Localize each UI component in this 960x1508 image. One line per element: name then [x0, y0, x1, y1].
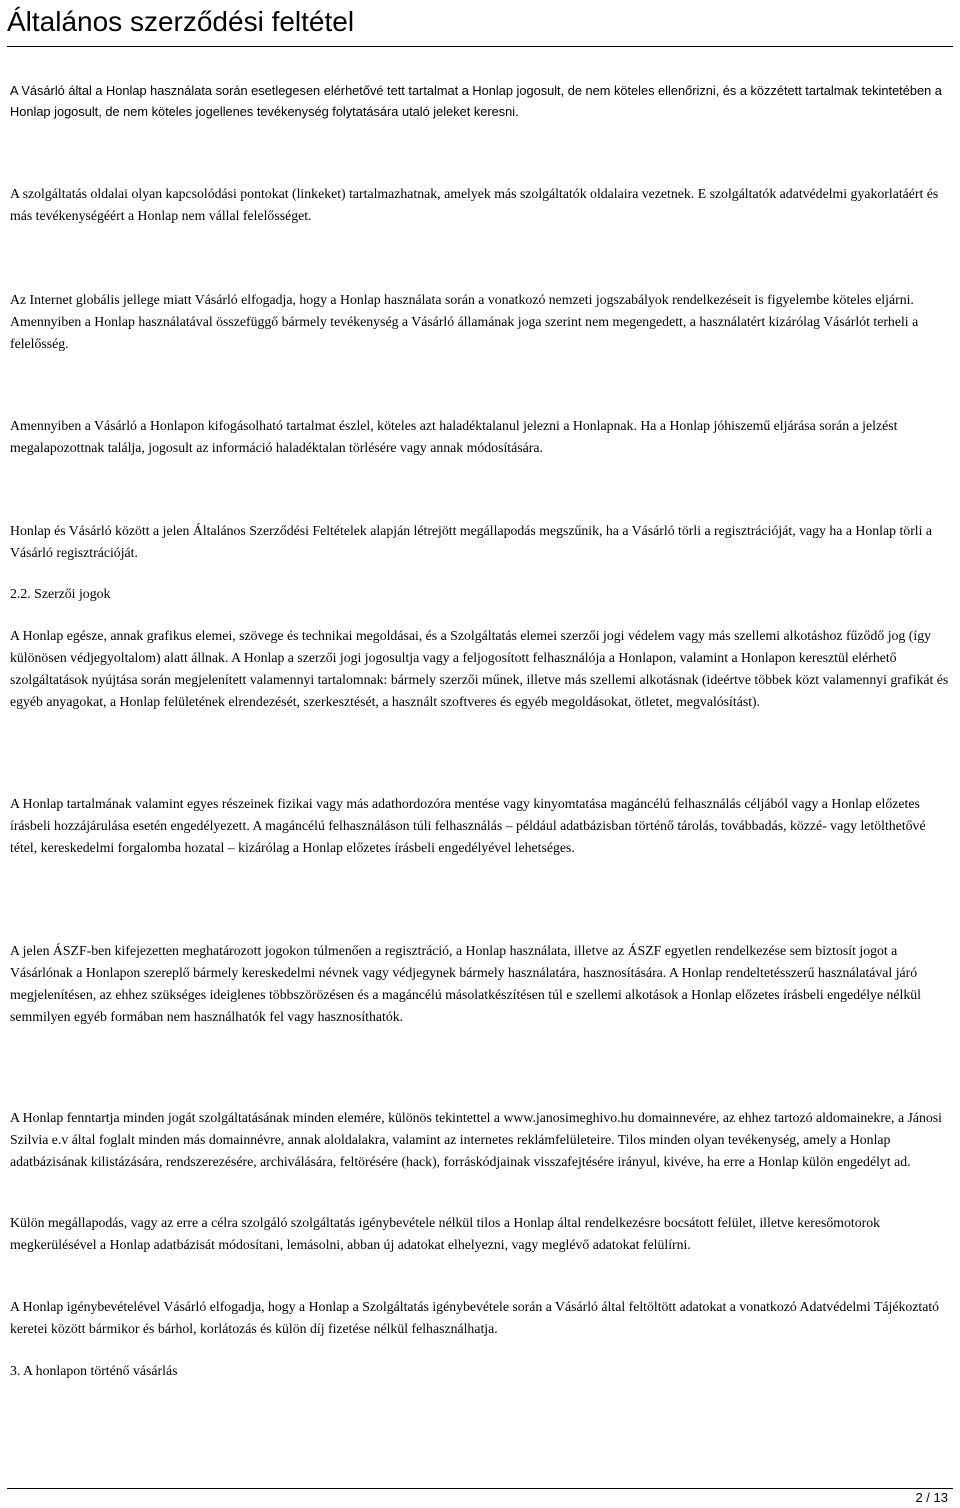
- page-number: 2 / 13: [915, 1490, 948, 1505]
- paragraph-content-checking: A Vásárló által a Honlap használata során esetlegesen elérhetővé tett tartalmat a Honlap jogosult, de nem köteles ellenőrizni, és a közzétett tartalmak tekintetében a Honlap jogosult, de nem köteles jogellenes tevékenység folytatására utaló jeleket keresni.: [10, 83, 942, 119]
- title-divider: [7, 46, 953, 47]
- paragraph-trademark-use: A jelen ÁSZF-ben kifejezetten meghatározott jogokon túlmenően a regisztráció, a Honlap használata, illetve az ÁSZF egyetlen rendelkezése sem biztosít jogot a Vásárlónak a Honlapon szereplő bármely kereskedelmi névnek vagy védjegynek bármely használatára, hasznosítására. A Honlap rendeltetésszerű használatával járó megjelenítésen, az ehhez szükséges ideiglenes többszörözésen és a magáncélú másolatkészítésen túl e szellemi alkotások a Honlap előzetes írásbeli engedélye nélkül semmilyen egyéb formában nem használhatók fel vagy hasznosíthatók.: [10, 943, 922, 1024]
- paragraph-report-content: Amennyiben a Vásárló a Honlapon kifogásolható tartalmat észlel, köteles azt haladéktalanul jelezni a Honlapnak. Ha a Honlap jóhiszemű eljárása során a jelzést megalapozottnak találja, jogosult az információ haladéktalan törlésére vagy annak módosítására.: [10, 418, 898, 455]
- section-heading-copyright: 2.2. Szerzői jogok: [10, 586, 111, 601]
- paragraph-copyright-protection: A Honlap egésze, annak grafikus elemei, szövege és technikai megoldásai, és a Szolgáltatás elemei szerzői jogi védelem vagy más szellemi alkotáshoz fűződő jog (így különösen védjegyoltalom) alatt állnak. A Honlap a szerzői jogi jogosultja vagy a feljogosított felhasználója a Honlapon, valamint a Honlapon keresztül elérhető szolgáltatások nyújtása során megjelenített valamennyi tartalomnak: bármely szerzői műnek, illetve más szellemi alkotásnak (ideértve többek közt valamennyi grafikát és egyéb anyagokat, a Honlap felületének elrendezését, szerkesztését, a használt szoftveres és egyéb megoldásokat, ötletet, megvalósítást).: [10, 628, 949, 709]
- section-heading-purchase: 3. A honlapon történő vásárlás: [10, 1363, 178, 1378]
- paragraph-private-use: A Honlap tartalmának valamint egyes részeinek fizikai vagy más adathordozóra mentése vagy kinyomtatása magáncélú felhasználás céljából vagy a Honlap előzetes írásbeli hozzájárulása esetén engedélyezett. A magáncélú felhasználáson túli felhasználás – például adatbázisban történő tárolás, továbbadás, közzé- vagy letölthetővé tétel, kereskedelmi forgalomba hozatal – kizárólag a Honlap előzetes írásbeli engedélyével lehetséges.: [10, 796, 926, 855]
- document-title: Általános szerződési feltétel: [7, 6, 355, 37]
- footer-divider: [7, 1488, 953, 1489]
- paragraph-reserved-rights: A Honlap fenntartja minden jogát szolgáltatásának minden elemére, különös tekintettel a www.janosimeghivo.hu domainnevére, az ehhez tartozó aldomainekre, a Jánosi Szilvia e.v által foglalt minden más domainnévre, annak aloldalakra, valamint az internetes reklámfelületeire. Tilos minden olyan tevékenység, amely a Honlap adatbázisának kilistázására, rendszerezésére, archiválására, feltörésére (hack), forráskódjainak visszafejtésére irányul, kivéve, ha erre a Honlap külön engedélyt ad.: [10, 1110, 943, 1169]
- paragraph-database-protection: Külön megállapodás, vagy az erre a célra szolgáló szolgáltatás igénybevétele nélkül tilos a Honlap által rendelkezésre bocsátott felület, illetve keresőmotorok megkerülésével a Honlap adatbázisát módosítani, lemásolni, abban új adatokat elhelyezni, vagy meglévő adatokat felülírni.: [10, 1215, 881, 1252]
- paragraph-national-law: Az Internet globális jellege miatt Vásárló elfogadja, hogy a Honlap használata során a vonatkozó nemzeti jogszabályok rendelkezéseit is figyelembe köteles eljárni. Amennyiben a Honlap használatával összefüggő bármely tevékenység a Vásárló államának joga szerint nem megengedett, a használatért kizárólag Vásárlót terheli a felelősség.: [10, 292, 919, 351]
- paragraph-data-usage: A Honlap igénybevételével Vásárló elfogadja, hogy a Honlap a Szolgáltatás igénybevétele során a Vásárló által feltöltött adatokat a vonatkozó Adatvédelmi Tájékoztató keretei között bármikor és bárhol, korlátozás és külön díj fizetése nélkül felhasználhatja.: [10, 1299, 940, 1336]
- paragraph-external-links: A szolgáltatás oldalai olyan kapcsolódási pontokat (linkeket) tartalmazhatnak, amelyek más szolgáltatók oldalaira vezetnek. E szolgáltatók adatvédelmi gyakorlatáért és más tevékenységéért a Honlap nem vállal felelősséget.: [10, 186, 939, 223]
- paragraph-agreement-termination: Honlap és Vásárló között a jelen Általános Szerződési Feltételek alapján létrejött megállapodás megszűnik, ha a Vásárló törli a regisztrációját, vagy ha a Honlap törli a Vásárló regisztrációját.: [10, 523, 933, 560]
